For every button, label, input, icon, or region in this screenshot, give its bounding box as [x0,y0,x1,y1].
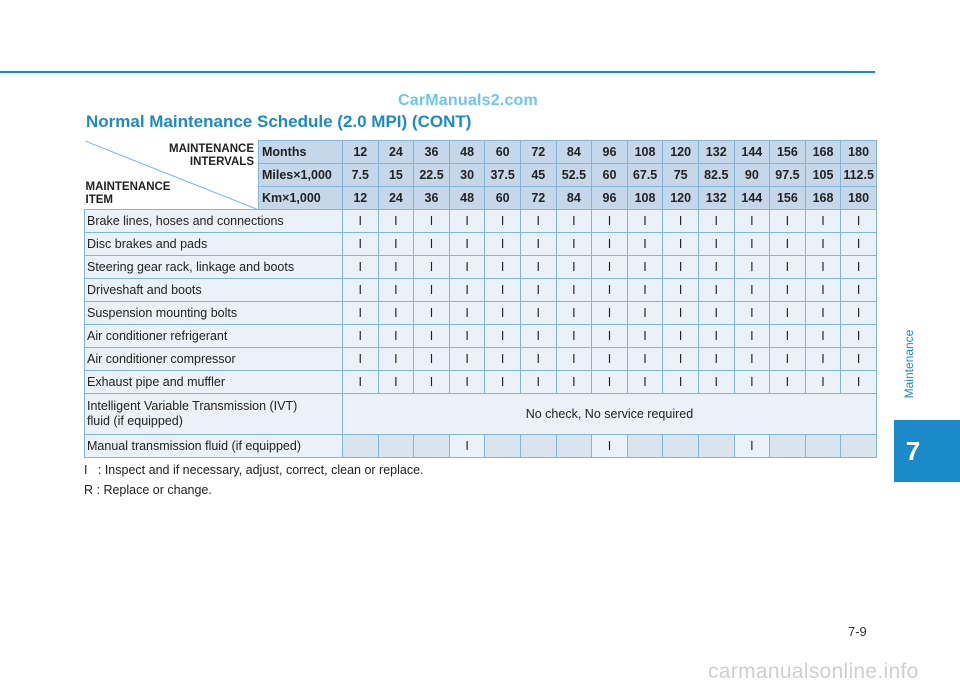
service-code [520,435,556,458]
service-code: I [449,233,485,256]
section-title: Normal Maintenance Schedule (2.0 MPI) (CONT) [86,112,472,131]
interval-value: 144 [734,187,770,210]
service-code [414,435,450,458]
service-code: I [734,256,770,279]
service-code: I [485,325,521,348]
service-code: I [770,279,806,302]
service-code: I [449,302,485,325]
interval-value: 168 [805,187,841,210]
service-code: I [485,371,521,394]
maintenance-item: Steering gear rack, linkage and boots [85,256,343,279]
interval-value: 108 [627,141,663,164]
service-code: I [378,302,414,325]
interval-value: 24 [378,187,414,210]
interval-value: 12 [343,141,379,164]
table-row-ivt [85,394,877,435]
service-code [556,435,592,458]
interval-value: 180 [841,187,877,210]
interval-value: 72 [520,141,556,164]
interval-value: 97.5 [770,164,806,187]
table-row [85,302,877,325]
table-row [85,371,877,394]
service-code: I [663,348,699,371]
service-code: I [556,302,592,325]
service-code: I [805,256,841,279]
interval-unit-label: Miles×1,000 [259,164,343,187]
service-code: I [627,348,663,371]
service-code: I [841,371,877,394]
service-code [343,435,379,458]
service-code: I [520,371,556,394]
service-code: I [663,256,699,279]
service-code: I [627,371,663,394]
service-code: I [841,348,877,371]
page-number: 7-9 [848,624,867,639]
service-code: I [627,279,663,302]
service-code: I [378,233,414,256]
service-code: I [734,210,770,233]
service-code: I [592,256,628,279]
service-code: I [378,325,414,348]
service-code: I [343,279,379,302]
service-code: I [556,210,592,233]
table-row [85,279,877,302]
service-code [770,435,806,458]
service-code: I [520,233,556,256]
interval-value: 75 [663,164,699,187]
service-code: I [449,371,485,394]
interval-value: 90 [734,164,770,187]
service-code: I [520,210,556,233]
service-code: I [841,233,877,256]
service-code: I [592,279,628,302]
service-code: I [663,210,699,233]
service-code: I [841,256,877,279]
service-code: I [414,348,450,371]
maintenance-item: Suspension mounting bolts [85,302,343,325]
table-row [85,256,877,279]
service-code [663,435,699,458]
service-code: I [805,279,841,302]
service-code: I [770,302,806,325]
service-code: I [378,371,414,394]
service-code: I [556,233,592,256]
interval-value: 36 [414,187,450,210]
interval-value: 52.5 [556,164,592,187]
service-code: I [592,302,628,325]
service-code: I [414,325,450,348]
interval-value: 48 [449,187,485,210]
maintenance-schedule-table [84,140,877,458]
service-code: I [734,348,770,371]
interval-value: 48 [449,141,485,164]
service-code: I [663,325,699,348]
service-code: I [698,325,734,348]
interval-value: 36 [414,141,450,164]
service-code: I [805,371,841,394]
service-code: I [343,371,379,394]
service-code: I [414,279,450,302]
table-row-manual-transmission [85,435,877,458]
table-row [85,210,877,233]
service-code: I [627,233,663,256]
service-code: I [698,371,734,394]
interval-value: 24 [378,141,414,164]
service-code: I [556,279,592,302]
maintenance-item: Brake lines, hoses and connections [85,210,343,233]
chapter-side-label: Maintenance [902,329,916,399]
service-code: I [770,348,806,371]
interval-value: 72 [520,187,556,210]
interval-value: 168 [805,141,841,164]
service-code: I [734,435,770,458]
service-code: I [841,325,877,348]
interval-value: 45 [520,164,556,187]
service-code: I [698,210,734,233]
service-code: I [414,302,450,325]
service-code: I [663,302,699,325]
service-code: I [520,348,556,371]
interval-value: 12 [343,187,379,210]
service-code: I [485,233,521,256]
interval-value: 67.5 [627,164,663,187]
interval-value: 15 [378,164,414,187]
service-code: I [378,256,414,279]
corner-intervals-label: MAINTENANCE INTERVALS [169,142,254,168]
service-code: I [449,279,485,302]
service-code: I [698,256,734,279]
service-code: I [663,371,699,394]
interval-value: 30 [449,164,485,187]
maintenance-item: Manual transmission fluid (if equipped) [85,435,343,458]
service-code: I [485,256,521,279]
service-code [627,435,663,458]
interval-value: 60 [592,164,628,187]
service-code: I [663,279,699,302]
service-code [698,435,734,458]
interval-value: 144 [734,141,770,164]
service-code: I [414,210,450,233]
interval-value: 112.5 [841,164,877,187]
service-code: I [556,256,592,279]
maintenance-item: Exhaust pipe and muffler [85,371,343,394]
service-code: I [734,325,770,348]
service-code: I [520,256,556,279]
service-code: I [627,210,663,233]
service-code: I [449,435,485,458]
interval-value: 82.5 [698,164,734,187]
service-code: I [485,302,521,325]
service-code: I [414,256,450,279]
interval-value: 108 [627,187,663,210]
service-code: I [841,279,877,302]
service-code: I [343,325,379,348]
service-code: I [343,256,379,279]
interval-value: 156 [770,187,806,210]
service-code: I [698,348,734,371]
service-code: I [343,233,379,256]
interval-value: 84 [556,187,592,210]
service-code: I [805,348,841,371]
table-row [85,233,877,256]
interval-value: 7.5 [343,164,379,187]
interval-value: 96 [592,187,628,210]
service-code: I [805,325,841,348]
service-code: I [485,279,521,302]
table-row [85,325,877,348]
service-code: I [592,233,628,256]
service-code: I [449,325,485,348]
service-code: I [770,233,806,256]
maintenance-item: Intelligent Variable Transmission (IVT) fluid (if equipped) [85,394,343,435]
interval-value: 132 [698,141,734,164]
service-code: I [343,348,379,371]
interval-value: 120 [663,141,699,164]
service-code: I [449,256,485,279]
service-code: I [627,256,663,279]
table-row [85,348,877,371]
corner-item-label: MAINTENANCE ITEM [85,181,171,206]
service-code [378,435,414,458]
service-code: I [520,302,556,325]
service-code: I [343,210,379,233]
interval-header-row [85,141,877,164]
chapter-number-tab: 7 [894,420,960,482]
legend-line: R : Replace or change. [84,483,212,497]
interval-value: 156 [770,141,806,164]
service-code: I [805,210,841,233]
header-corner [85,141,259,210]
legend-line: I : Inspect and if necessary, adjust, correct, clean or replace. [84,463,424,477]
service-code: I [734,302,770,325]
service-code: I [734,371,770,394]
interval-value: 60 [485,187,521,210]
service-code: I [627,302,663,325]
service-code: I [698,302,734,325]
interval-value: 180 [841,141,877,164]
service-code: I [592,348,628,371]
service-code: I [520,279,556,302]
watermark-bottom: carmanualsonline.info [708,660,919,683]
service-code: I [592,210,628,233]
interval-value: 105 [805,164,841,187]
service-code: I [556,325,592,348]
maintenance-item: Air conditioner refrigerant [85,325,343,348]
service-code: I [734,233,770,256]
ivt-note: No check, No service required [343,394,877,435]
service-code: I [805,233,841,256]
maintenance-item: Driveshaft and boots [85,279,343,302]
service-code: I [414,371,450,394]
service-code: I [734,279,770,302]
service-code: I [770,256,806,279]
service-code: I [378,279,414,302]
service-code: I [770,210,806,233]
interval-value: 37.5 [485,164,521,187]
service-code: I [378,210,414,233]
service-code: I [485,348,521,371]
service-code: I [805,302,841,325]
service-code: I [592,435,628,458]
service-code: I [556,348,592,371]
service-code: I [449,210,485,233]
maintenance-item: Disc brakes and pads [85,233,343,256]
service-code: I [449,348,485,371]
service-code: I [663,233,699,256]
service-code [841,435,877,458]
interval-value: 120 [663,187,699,210]
service-code: I [770,371,806,394]
interval-value: 132 [698,187,734,210]
service-code [485,435,521,458]
interval-unit-label: Km×1,000 [259,187,343,210]
service-code: I [485,210,521,233]
service-code: I [592,325,628,348]
interval-unit-label: Months [259,141,343,164]
maintenance-item: Air conditioner compressor [85,348,343,371]
interval-value: 84 [556,141,592,164]
service-code: I [592,371,628,394]
top-rule [0,71,875,73]
service-code: I [627,325,663,348]
interval-value: 60 [485,141,521,164]
service-code: I [520,325,556,348]
service-code: I [841,210,877,233]
service-code: I [841,302,877,325]
interval-value: 22.5 [414,164,450,187]
service-code: I [698,279,734,302]
service-code: I [378,348,414,371]
service-code: I [770,325,806,348]
interval-value: 96 [592,141,628,164]
service-code: I [343,302,379,325]
service-code [805,435,841,458]
service-code: I [414,233,450,256]
service-code: I [698,233,734,256]
watermark-top: CarManuals2.com [398,92,538,109]
service-code: I [556,371,592,394]
